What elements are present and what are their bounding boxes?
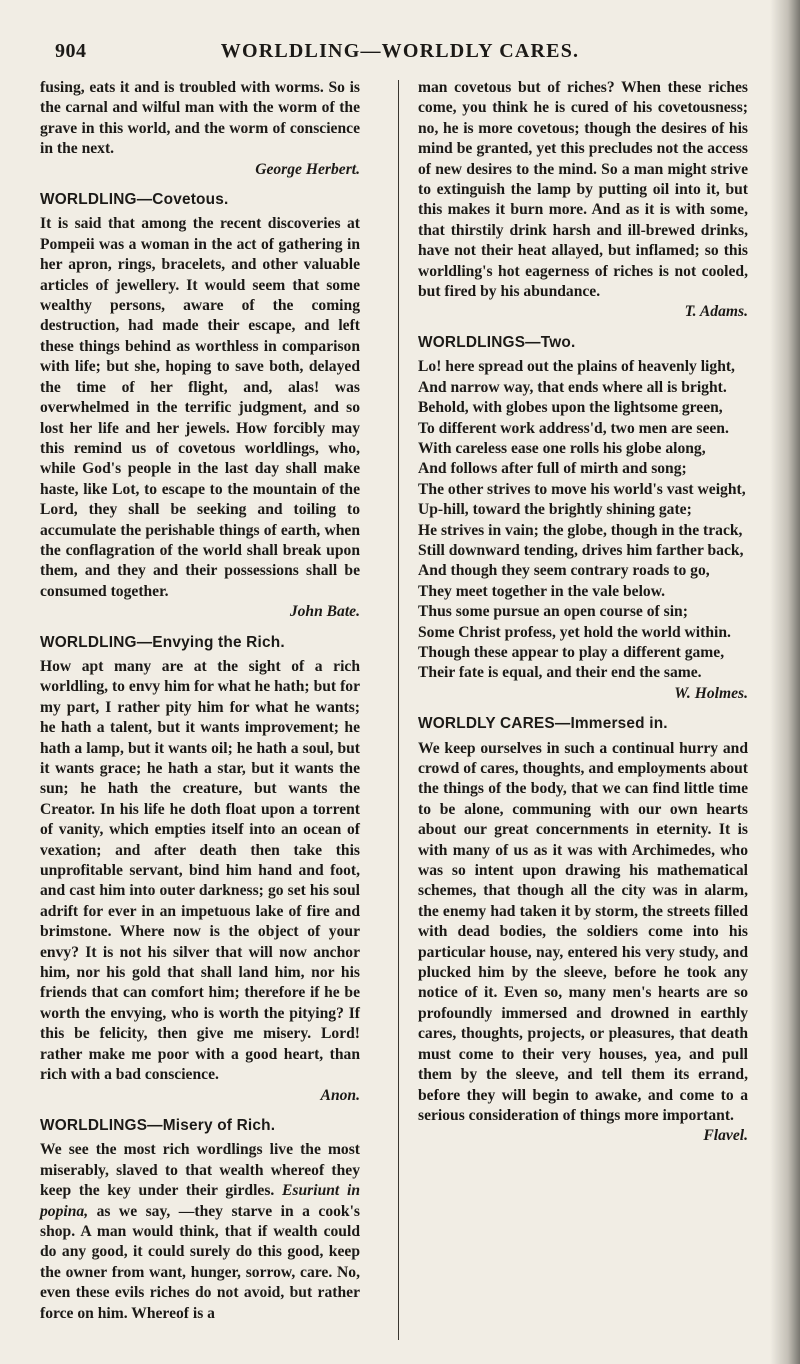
verse-line: Some Christ profess, yet hold the world within. [418,623,731,641]
verse-line: To different work address'd, two men are seen. [418,419,729,437]
verse-line: Up-hill, toward the brightly shining gate; [418,501,692,519]
verse-line: Lo! here spread out the plains of heavenly light, [418,358,735,376]
section-heading: WORLDLINGS—Two. [418,333,576,351]
verse-line: Thus some pursue an open course of sin; [418,603,688,621]
section-paragraph: How apt many are at the sight of a rich worldling, to envy him for what he hath; but for my part, I rather pity him for what he wants; he hath a talent, but it wants improvement; he hath a lamp, but it wants oil; he hath a soul, but it wants grace; he hath a star, but it wants the sun; he hath the creature, but wants the Creator. In his life he doth float upon a torrent of vanity, which empties itself into an ocean of vexation; and after death then take this unprofitable servant, bind him hand and foot, and cast him into outer darkness; go set his soul adrift for ever in an impetuous lake of fire and brimstone. Where now is the object of your envy? It is not his silver that will now anchor him, nor his gold that shall land him, nor his friends that can comfort him; therefore if he be worth the envying, who is worth the pitying? If this be felicity, then give me misery. Lord! rather make me poor with a good heart, than rich with a bad conscience. [40,657,360,1084]
verse-line: Though these appear to play a different game, [418,643,725,661]
right-column [418,78,748,1147]
poem [418,357,748,684]
author-attribution: W. Holmes. [674,684,748,702]
author-attribution: John Bate. [289,603,360,621]
verse-line: And narrow way, that ends where all is bright. [418,378,727,396]
text-segment: We see the most rich wordlings live the most miserably, slaved to that wealth whereof they keep the key under their girdles. [40,1141,360,1200]
verse-line: They meet together in the vale below. [418,582,666,600]
section-heading: WORLDLING—Covetous. [40,191,229,209]
page-edge-shadow [770,0,800,1364]
section-heading: WORLDLING—Envying the Rich. [40,633,285,651]
section-heading: WORLDLY CARES—Immersed in. [418,715,668,733]
text-segment: as we say, —they starve in a cook's shop. A man would think, that if wealth could do any good, it could surely do this good, keep the owner from want, hunger, sorrow, care. No, even these evils riches do not avoid, but rather force on him. Whereof is a [40,1202,360,1322]
verse-line: With careless ease one rolls his globe along, [418,439,706,457]
latin-phrase: Esuriunt in popina, [40,1182,360,1220]
verse-line: Their fate is equal, and their end the same. [418,664,702,682]
running-head: WORLDLING—WORLDLY CARES. [220,40,580,62]
author-attribution: T. Adams. [684,303,748,321]
author-attribution: Anon. [320,1086,360,1104]
left-column [40,78,360,1324]
verse-line: He strives in vain; the globe, though in the track, [418,521,743,539]
section-heading: WORLDLINGS—Misery of Rich. [40,1116,276,1134]
author-attribution: George Herbert. [255,160,360,178]
verse-line: Behold, with globes upon the lightsome green, [418,399,723,417]
section-paragraph [40,1140,360,1324]
author-attribution: Flavel. [703,1127,748,1145]
continuation-paragraph: man covetous but of riches? When these riches come, you think he is cured of his covetousness; no, he is more covetous; though the desires of his mind be granted, yet this precludes not the access of new desires to the mind. So a man might strive to extinguish the lamp by putting oil into it, but this makes it burn more. And as it is with some, that thirstily drink harsh and ill-brewed drinks, have not their heat allayed, but inflamed; so this worldling's hot eagerness of riches is not cooled, but fired by his abundance. [418,79,748,301]
verse-line: Still downward tending, drives him farther back, [418,541,744,559]
verse-line: And though they seem contrary roads to go, [418,562,710,580]
column-divider [398,80,399,1340]
verse-line: The other strives to move his world's vast weight, [418,480,746,498]
verse-line: And follows after full of mirth and song; [418,460,687,478]
section-paragraph: We keep ourselves in such a continual hurry and crowd of cares, thoughts, and employments about the things of the body, that we can find little time to be alone, communing with our own hearts about our great concernments in eternity. It is with many of us as it was with Archimedes, who was so intent upon drawing his mathematical schemes, that though all the city was in alarm, the enemy had taken it by storm, the streets filled with dead bodies, the soldiers come into his particular house, nay, entered his very study, and plucked him by the sleeve, before he took any notice of it. Even so, many men's hearts are so profoundly immersed and drowned in earthly cares, thoughts, projects, or pleasures, that death must come to their very houses, yea, and pull them by the sleeve, and tell them its errand, before they will begin to awake, and come to a serious consideration of things more important. [418,739,748,1124]
opening-paragraph: fusing, eats it and is troubled with worms. So is the carnal and wilful man with the worm of the grave in this world, and the worm of conscience in the next. [40,79,360,158]
section-paragraph: It is said that among the recent discoveries at Pompeii was a woman in the act of gathering in her apron, rings, bracelets, and other valuable articles of jewellery. It would seem that some wealthy persons, aware of the coming destruction, had made their escape, and left these things behind as worthless in comparison with life; but she, hoping to save both, delayed the time of her flight, and, alas! was overwhelmed in the terrific judgment, and so lost her life and her jewels. How forcibly may this remind us of covetous worldlings, who, while God's people in the last day shall make haste, like Lot, to escape to the mountain of the Lord, they shall be seeking and toiling to accumulate the perishable things of earth, when the conflagration of the world shall break upon them, and they and their possessions shall be consumed together. [40,215,360,600]
page-number: 904 [55,40,87,62]
